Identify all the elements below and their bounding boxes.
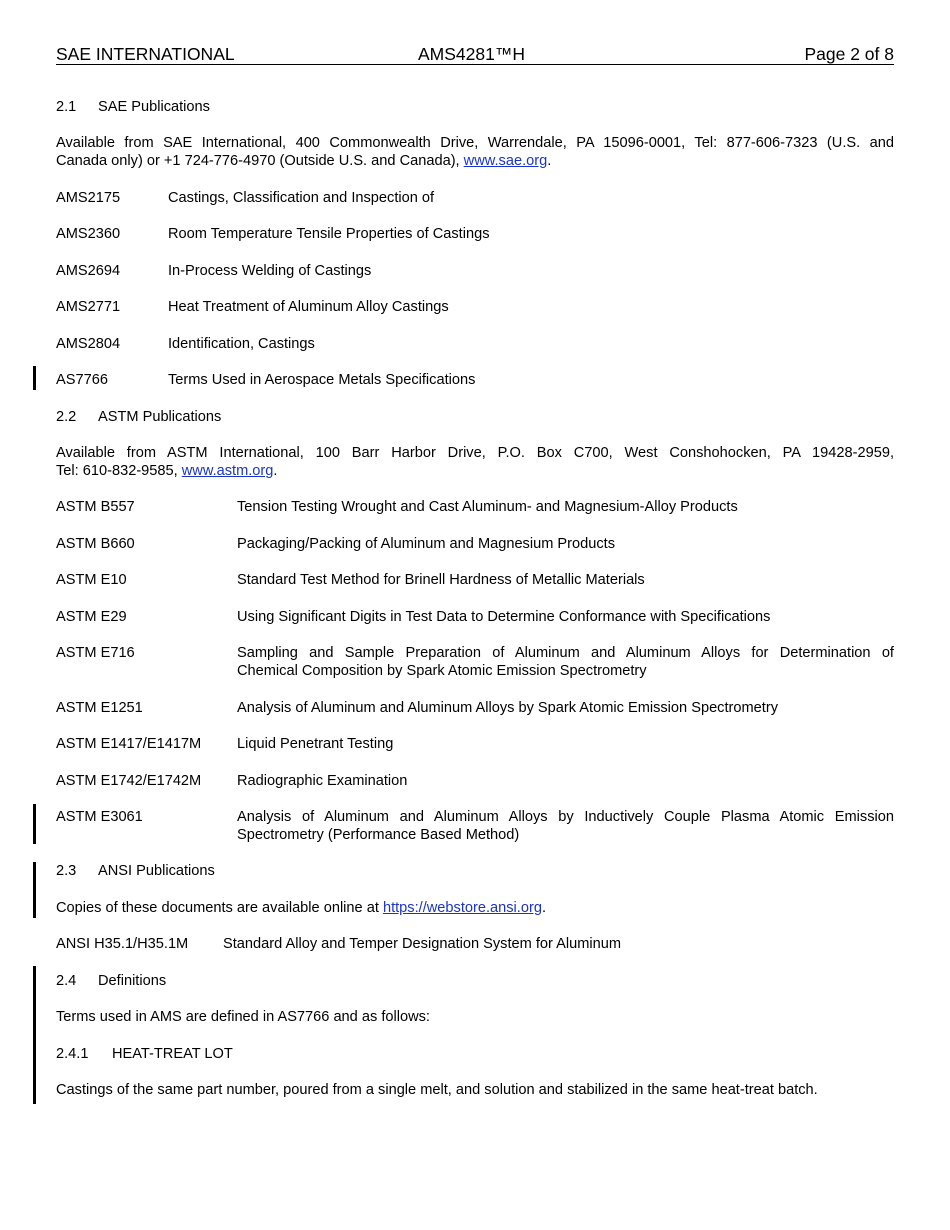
- ref-title: Radiographic Examination: [237, 773, 408, 789]
- paragraph-line: Available from SAE International, 400 Commonwealth Drive, Warrendale, PA 15096-0001, Tel: 877-606-7323 (U.S. and: [56, 135, 894, 151]
- paragraph-text: .: [273, 463, 278, 479]
- ref-code: ASTM E1742/E1742M: [56, 773, 202, 789]
- ref-title-line: Sampling and Sample Preparation of Aluminum and Aluminum Alloys for Determination of: [237, 645, 894, 661]
- ansi-availability-paragraph: [56, 899, 546, 917]
- sae-availability-paragraph: [56, 134, 894, 152]
- paragraph-text: Canada only) or +1 724-776-4970 (Outside U.S. and Canada),: [56, 153, 464, 169]
- ref-title: Packaging/Packing of Aluminum and Magnesium Products: [237, 536, 616, 552]
- ref-title: Using Significant Digits in Test Data to Determine Conformance with Specifications: [237, 609, 771, 625]
- ref-code: AMS2804: [56, 336, 121, 352]
- ref-code: ASTM E10: [56, 572, 127, 588]
- ref-title-line: Chemical Composition by Spark Atomic Emission Spectrometry: [237, 663, 647, 679]
- paragraph-text: .: [541, 900, 547, 916]
- paragraph-text: Tel: 610-832-9585,: [56, 463, 182, 479]
- subsection-title: HEAT-TREAT LOT: [112, 1046, 233, 1062]
- ref-title: Standard Test Method for Brinell Hardness of Metallic Materials: [237, 572, 645, 588]
- section-number: 2.3: [56, 863, 77, 879]
- ref-title: Heat Treatment of Aluminum Alloy Castings: [168, 299, 449, 315]
- paragraph-text: Copies of these documents are available online at: [56, 900, 383, 916]
- section-title: Definitions: [98, 973, 167, 989]
- ref-title: In-Process Welding of Castings: [168, 263, 372, 279]
- ref-title: Analysis of Aluminum and Aluminum Alloys by Spark Atomic Emission Spectrometry: [237, 700, 778, 716]
- change-bar: [33, 862, 36, 918]
- ref-code: AS7766: [56, 372, 108, 388]
- section-number: 2.2: [56, 409, 77, 425]
- paragraph-text: .: [547, 153, 552, 169]
- header-document-number: AMS4281™H: [418, 44, 525, 64]
- ref-title-line: Spectrometry (Performance Based Method): [237, 827, 520, 843]
- change-bar: [33, 366, 36, 390]
- ref-title: [237, 808, 894, 826]
- ref-code: ASTM E29: [56, 609, 127, 625]
- ref-title: Standard Alloy and Temper Designation System for Aluminum: [223, 936, 622, 952]
- ref-code: ASTM E716: [56, 645, 135, 661]
- astm-website-link[interactable]: www.astm.org: [181, 463, 274, 479]
- ref-title: Liquid Penetrant Testing: [237, 736, 394, 752]
- section-title: ASTM Publications: [98, 409, 222, 425]
- ref-code: ASTM E3061: [56, 809, 143, 825]
- change-bar: [33, 804, 36, 844]
- ref-code: ANSI H35.1/H35.1M: [56, 936, 189, 952]
- subsection-number: 2.4.1: [56, 1046, 89, 1062]
- page-header: [56, 44, 894, 65]
- sae-website-link[interactable]: www.sae.org: [463, 153, 548, 169]
- ref-title-line: Analysis of Aluminum and Aluminum Alloys by Inductively Couple Plasma Atomic Emission: [237, 809, 894, 825]
- section-title: SAE Publications: [98, 99, 210, 115]
- ref-code: ASTM B557: [56, 499, 135, 515]
- ref-title: Terms Used in Aerospace Metals Specifications: [168, 372, 476, 388]
- ref-title: Castings, Classification and Inspection of: [168, 190, 435, 206]
- ref-title: Room Temperature Tensile Properties of Castings: [168, 226, 490, 242]
- section-number: 2.1: [56, 99, 77, 115]
- ref-code: AMS2694: [56, 263, 121, 279]
- ref-code: AMS2360: [56, 226, 121, 242]
- astm-availability-paragraph-line2: [56, 462, 277, 480]
- ansi-webstore-link[interactable]: https://webstore.ansi.org: [382, 900, 542, 916]
- ref-code: AMS2175: [56, 190, 121, 206]
- change-bar: [33, 966, 36, 1104]
- section-title: ANSI Publications: [98, 863, 215, 879]
- header-page-number: Page 2 of 8: [804, 44, 894, 64]
- section-number: 2.4: [56, 973, 77, 989]
- ref-code: ASTM E1417/E1417M: [56, 736, 202, 752]
- astm-availability-paragraph: [56, 444, 894, 462]
- heat-treat-lot-definition: Castings of the same part number, poured from a single melt, and solution and stabilized in the same heat-treat batch.: [56, 1082, 818, 1098]
- definitions-paragraph: Terms used in AMS are defined in AS7766 and as follows:: [56, 1009, 430, 1025]
- ref-title: [237, 644, 894, 662]
- ref-title: Identification, Castings: [168, 336, 315, 352]
- ref-code: ASTM B660: [56, 536, 135, 552]
- paragraph-line: Available from ASTM International, 100 Barr Harbor Drive, P.O. Box C700, West Conshohocken, PA 19428-2959,: [56, 445, 894, 461]
- ref-code: ASTM E1251: [56, 700, 143, 716]
- sae-availability-paragraph-line2: [56, 152, 551, 170]
- ref-code: AMS2771: [56, 299, 121, 315]
- header-organization: SAE INTERNATIONAL: [56, 44, 235, 64]
- ref-title: Tension Testing Wrought and Cast Aluminum- and Magnesium-Alloy Products: [237, 499, 738, 515]
